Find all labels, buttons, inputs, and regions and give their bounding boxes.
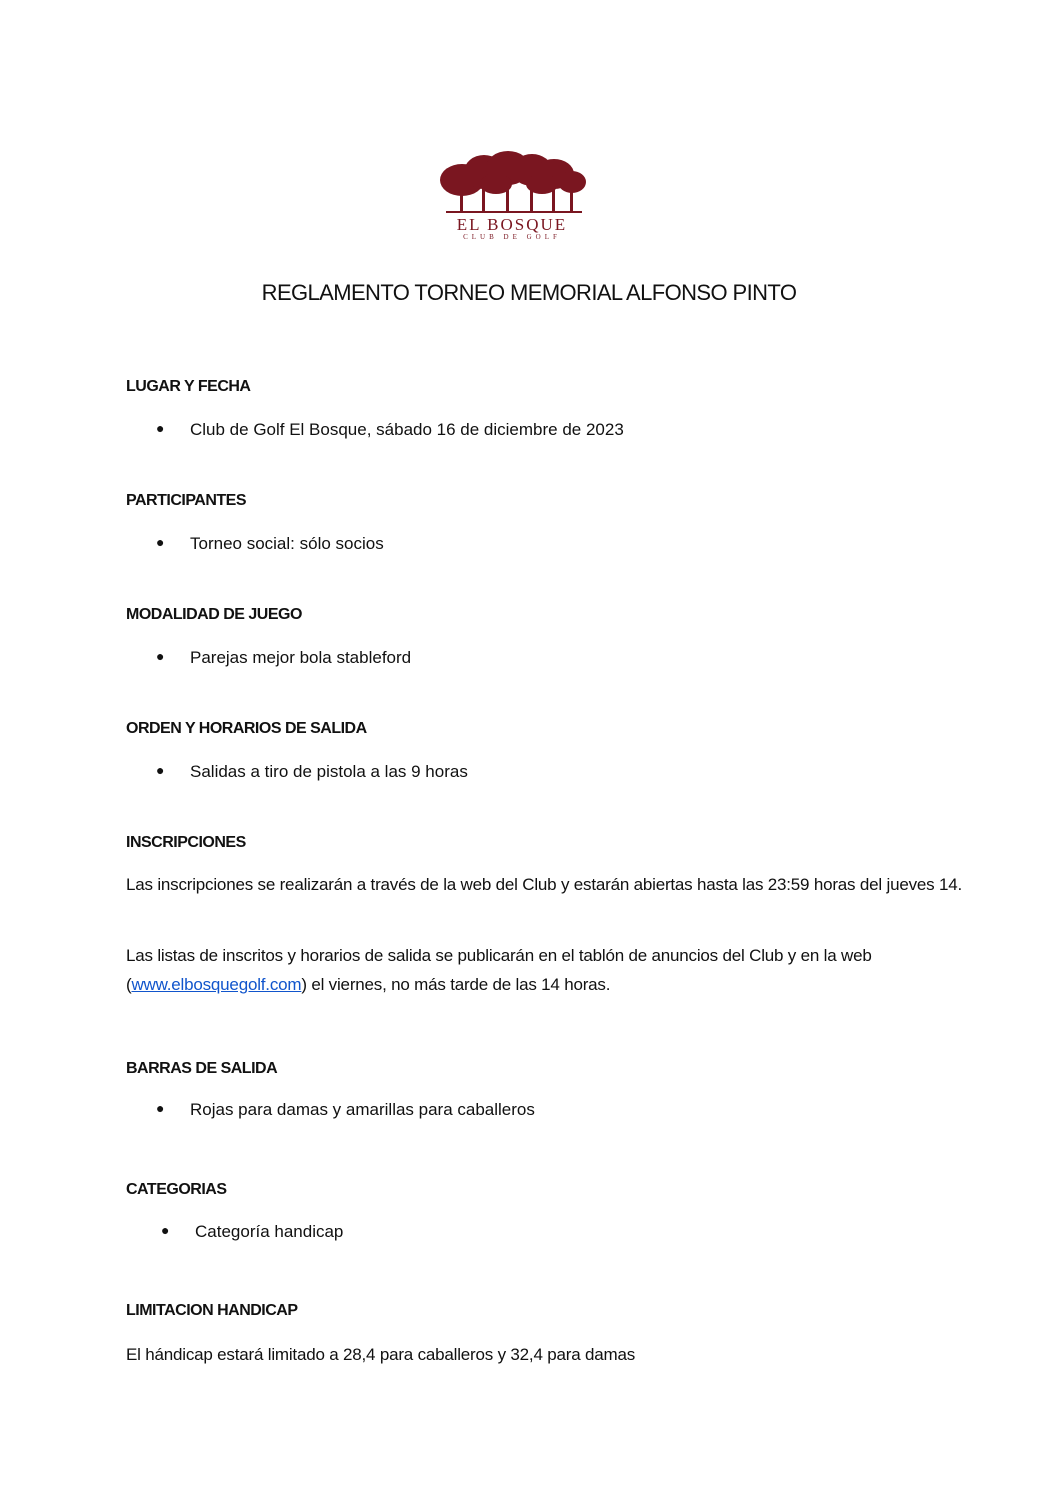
paragraph-text: Las listas de inscritos y horarios de salida se publicarán en el tablón de anuncios del Club y en la web ( (126, 946, 872, 994)
list-item-modalidad (156, 648, 411, 668)
bullet-dot-icon: ● (161, 1222, 170, 1238)
bullet-dot-icon: ● (156, 762, 165, 778)
heading-participantes: PARTICIPANTES (126, 492, 247, 509)
heading-categorias: CATEGORIAS (126, 1181, 227, 1198)
bullet-dot-icon: ● (156, 1100, 165, 1116)
club-logo (432, 150, 592, 246)
list-item-categorias (161, 1222, 343, 1242)
heading-modalidad: MODALIDAD DE JUEGO (126, 606, 302, 623)
bullet-dot-icon: ● (156, 648, 165, 664)
list-item-participantes (156, 534, 384, 554)
list-item-text: Torneo social: sólo socios (190, 534, 384, 553)
logo-name: EL BOSQUE (456, 215, 568, 234)
list-item-lugar (156, 420, 624, 440)
document-title: REGLAMENTO TORNEO MEMORIAL ALFONSO PINTO (261, 280, 797, 305)
heading-inscripciones: INSCRIPCIONES (126, 834, 246, 851)
bullet-dot-icon: ● (156, 420, 165, 436)
paragraph-limitacion: El hándicap estará limitado a 28,4 para caballeros y 32,4 para damas (126, 1345, 635, 1364)
heading-orden-horarios: ORDEN Y HORARIOS DE SALIDA (126, 720, 367, 737)
bullet-dot-icon: ● (156, 534, 165, 550)
list-item-text: Club de Golf El Bosque, sábado 16 de diciembre de 2023 (190, 420, 624, 439)
list-item-text: Salidas a tiro de pistola a las 9 horas (190, 762, 468, 781)
paragraph-inscripciones-1: Las inscripciones se realizarán a través de la web del Club y estarán abiertas hasta las 23:59 horas del jueves 14. (126, 875, 962, 894)
heading-limitacion-handicap: LIMITACION HANDICAP (126, 1302, 298, 1319)
logo-subtitle: CLUB DE GOLF (463, 233, 561, 241)
list-item-text: Parejas mejor bola stableford (190, 648, 412, 667)
paragraph-text: ) el viernes, no más tarde de las 14 horas. (301, 975, 611, 994)
heading-barras-salida: BARRAS DE SALIDA (126, 1060, 278, 1077)
heading-lugar-fecha: LUGAR Y FECHA (126, 378, 251, 395)
list-item-barras (156, 1100, 535, 1120)
list-item-text: Rojas para damas y amarillas para caballeros (190, 1100, 535, 1119)
trees-icon (432, 150, 592, 216)
list-item-orden (156, 762, 468, 782)
website-link[interactable]: www.elbosquegolf.com (131, 975, 302, 994)
list-item-text: Categoría handicap (195, 1222, 344, 1241)
paragraph-inscripciones-2 (126, 941, 976, 999)
